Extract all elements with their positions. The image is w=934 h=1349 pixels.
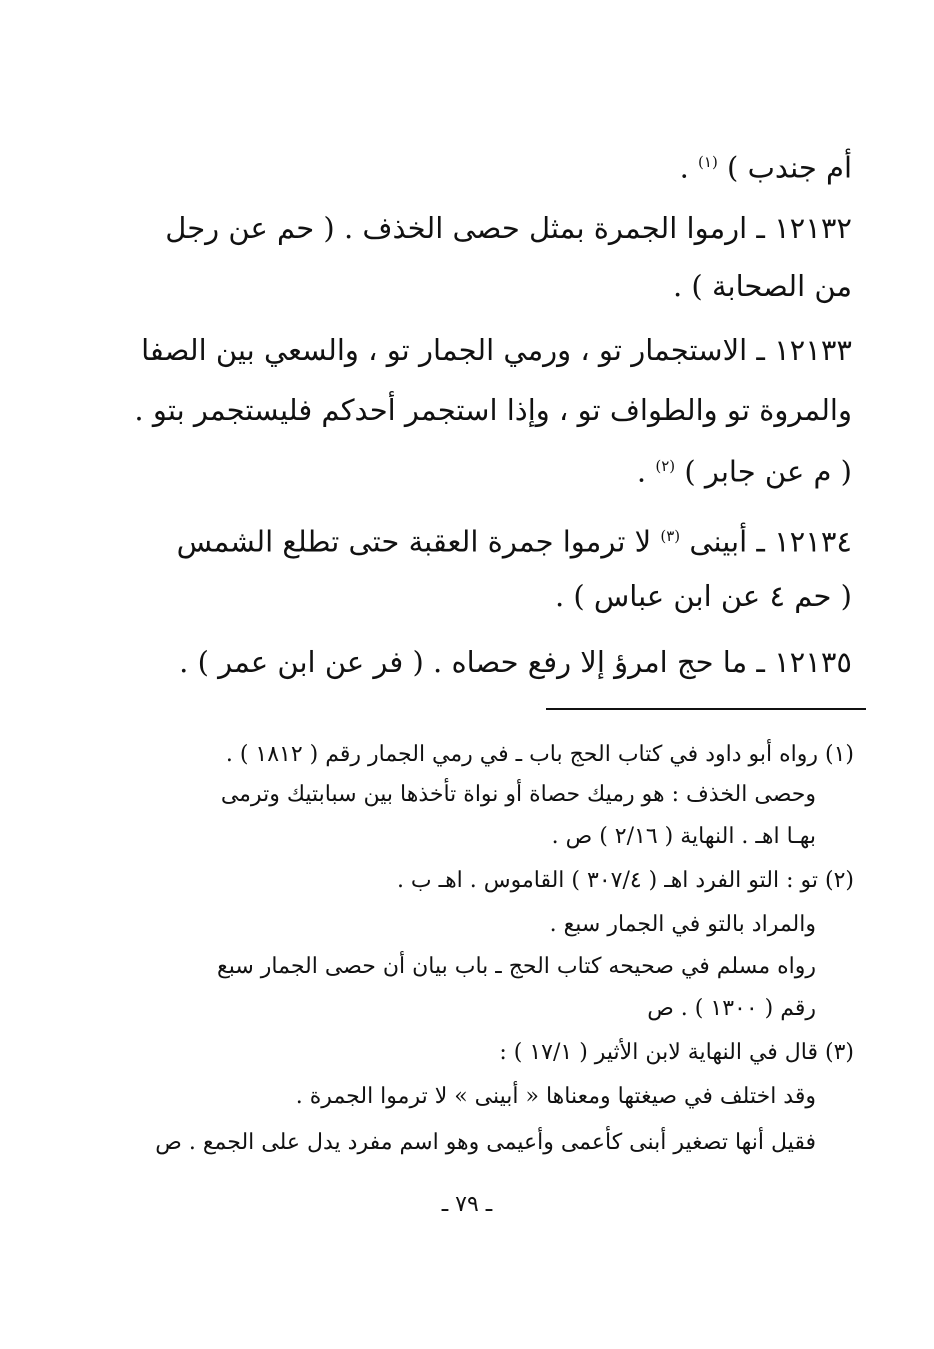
page-number: ـ ٧٩ ـ: [441, 1192, 493, 1217]
footnote-3-line-3: فقيل أنها تصغير أبنى كأعمى وأعيمى وهو اسم مفرد يدل على الجمع . ص: [155, 1130, 816, 1155]
footnote-ref-2: (٢): [655, 457, 676, 475]
footnote-1-line-3: بهـا اهـ . النهاية ( ٢/١٦ ) ص .: [551, 824, 816, 849]
hadith-12134-rest: لا ترموا جمرة العقبة حتى تطلع الشمس: [176, 524, 652, 559]
hadith-12133-end: .: [636, 454, 647, 489]
hadith-12133-line-3: [150, 446, 852, 492]
main-line-1-end: .: [679, 150, 689, 185]
footnote-ref-3: (٣): [660, 527, 681, 545]
footnote-3-line-1: (٣) قال في النهاية لابن الأثير ( ١٧/١ ) :: [499, 1040, 854, 1065]
footnote-1-line-2: وحصى الخذف : هو رميك حصاة أو نواة تأخذها بين سبابتيك وترمى: [220, 782, 816, 807]
footnote-2-line-1: (٢) تو : التو الفرد اهـ ( ٣٠٧/٤ ) القاموس . اهـ ب .: [396, 868, 854, 893]
footnote-2-line-2: والمراد بالتو في الجمار سبع .: [549, 912, 816, 937]
footnote-2-line-3: رواه مسلم في صحيحه كتاب الحج ـ باب بيان أن حصى الجمار سبع: [217, 954, 816, 979]
footnote-1-line-1: (١) رواه أبو داود في كتاب الحج باب ـ في رمي الجمار رقم ( ١٨١٢ ) .: [225, 742, 854, 767]
footnote-3-line-2: وقد اختلف في صيغتها ومعناها « أبينى » لا ترموا الجمرة .: [295, 1084, 816, 1109]
hadith-12134-line-2: ( حم ٤ عن ابن عباس ) .: [554, 579, 852, 613]
hadith-12135-line: ١٢١٣٥ ـ ما حج امرؤ إلا رفع حصاه . ( فر عن ابن عمر ) .: [179, 645, 852, 679]
hadith-12134-line-1: [150, 516, 852, 562]
hadith-12133-source: ( م عن جابر ): [684, 454, 852, 489]
hadith-12132-line-2: من الصحابة ) .: [672, 269, 852, 303]
hadith-12132-line-1: ١٢١٣٢ ـ ارموا الجمرة بمثل حصى الخذف . ( حم عن رجل: [165, 211, 852, 245]
footnote-2-line-4: رقم ( ١٣٠٠ ) . ص: [647, 996, 816, 1021]
footnote-separator: [546, 708, 866, 710]
main-line-1: [150, 142, 852, 188]
footnote-ref-1: (١): [698, 153, 718, 171]
hadith-12133-line-1: ١٢١٣٣ ـ الاستجمار تو ، ورمي الجمار تو ، والسعي بين الصفا: [141, 333, 852, 367]
hadith-12133-line-2: والمروة تو والطواف تو ، وإذا استجمر أحدكم فليستجمر بتو .: [134, 393, 852, 427]
hadith-12134-start: ١٢١٣٤ ـ أبينى: [689, 524, 852, 559]
main-line-1-text: أم جندب ): [727, 150, 852, 185]
